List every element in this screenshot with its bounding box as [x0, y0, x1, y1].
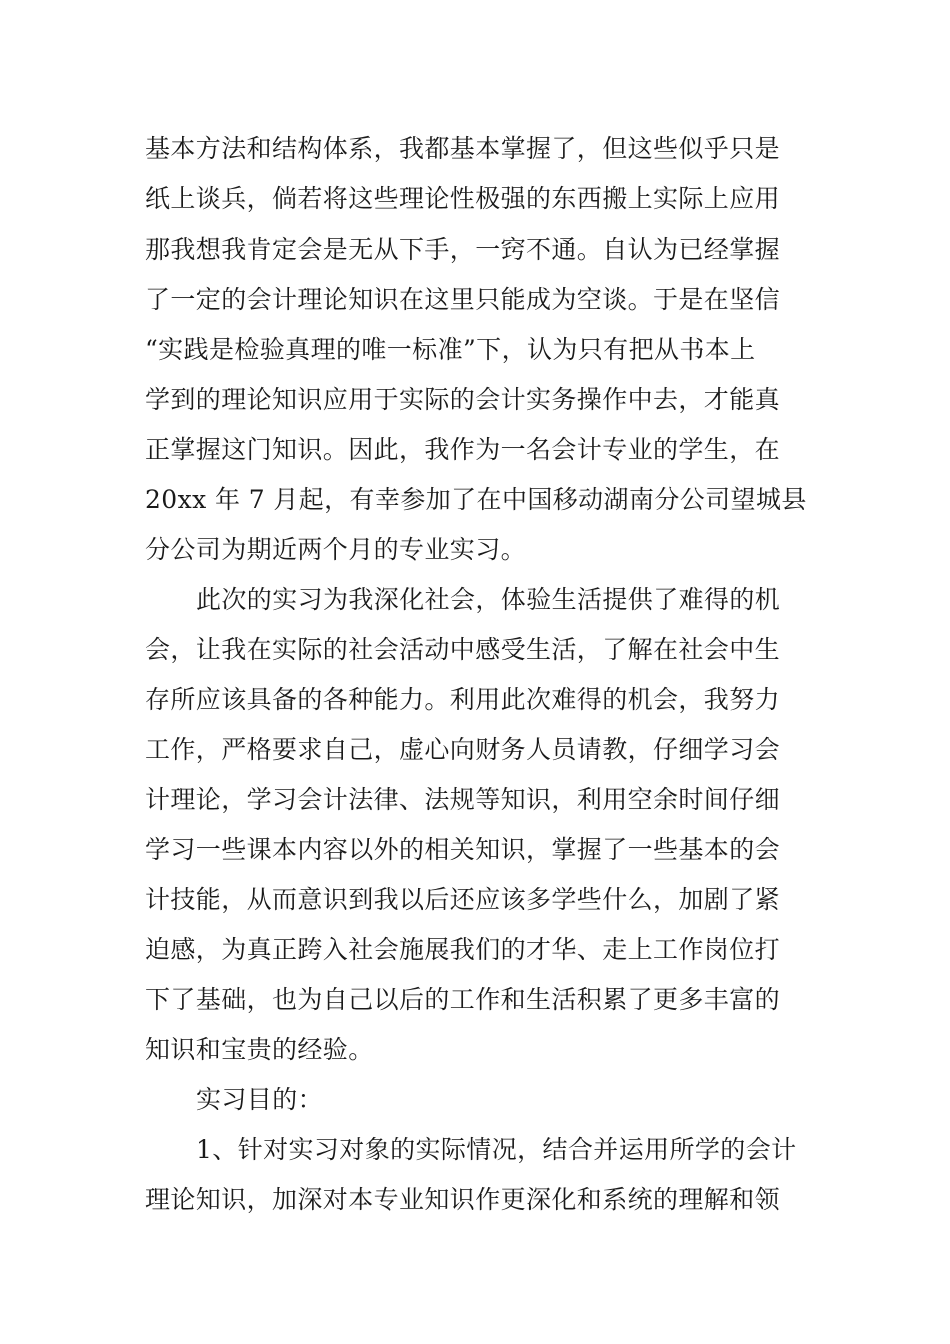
paragraph-first-line: 此次的实习为我深化社会，体验生活提供了难得的机 — [196, 585, 781, 614]
text-line: 分公司为期近两个月的专业实习。 — [145, 535, 527, 564]
text-line: 学习一些课本内容以外的相关知识，掌握了一些基本的会 — [145, 835, 781, 864]
text-line: 正掌握这门知识。因此，我作为一名会计专业的学生，在 — [145, 435, 781, 464]
paragraph-first-line: 1、针对实习对象的实际情况，结合并运用所学的会计 — [196, 1135, 797, 1164]
text-line: 知识和宝贵的经验。 — [145, 1035, 374, 1064]
section-heading: 实习目的： — [196, 1085, 324, 1114]
text-line: 工作，严格要求自己，虚心向财务人员请教，仔细学习会 — [145, 735, 781, 764]
text-line: 下了基础，也为自己以后的工作和生活积累了更多丰富的 — [145, 985, 781, 1014]
text-line: 计理论，学习会计法律、法规等知识，利用空余时间仔细 — [145, 785, 781, 814]
text-line: 存所应该具备的各种能力。利用此次难得的机会，我努力 — [145, 685, 781, 714]
text-line: 迫感，为真正跨入社会施展我们的才华、走上工作岗位打 — [145, 935, 781, 964]
text-line: 会，让我在实际的社会活动中感受生活，了解在社会中生 — [145, 635, 781, 664]
text-line: 20xx 年 7 月起，有幸参加了在中国移动湖南分公司望城县 — [145, 485, 807, 514]
text-line: 了一定的会计理论知识在这里只能成为空谈。于是在坚信 — [145, 285, 781, 314]
text-line: 计技能，从而意识到我以后还应该多学些什么，加剧了紧 — [145, 885, 781, 914]
text-line: 那我想我肯定会是无从下手，一窍不通。自认为已经掌握 — [145, 235, 781, 264]
text-line: 理论知识，加深对本专业知识作更深化和系统的理解和领 — [145, 1185, 781, 1214]
text-line: “实践是检验真理的唯一标准”下，认为只有把从书本上 — [145, 335, 756, 364]
text-line: 纸上谈兵，倘若将这些理论性极强的东西搬上实际上应用 — [145, 184, 781, 213]
text-line: 学到的理论知识应用于实际的会计实务操作中去，才能真 — [145, 385, 781, 414]
text-line: 基本方法和结构体系，我都基本掌握了，但这些似乎只是 — [145, 134, 781, 163]
